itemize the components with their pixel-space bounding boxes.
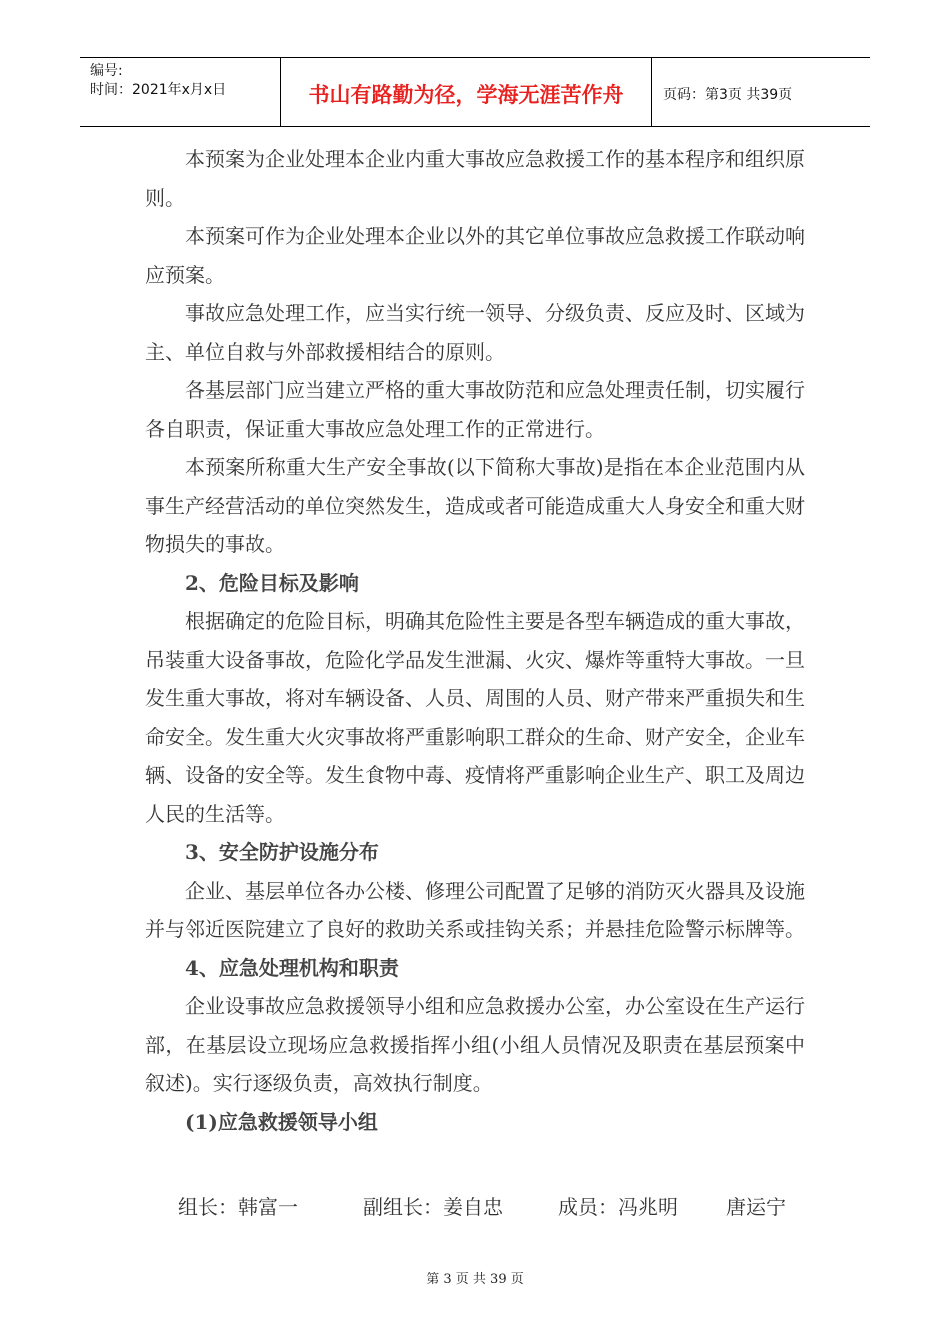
section-3-text: 企业、基层单位各办公楼、修理公司配置了足够的消防灭火器具及设施并与邻近医院建立了良好的救助关系或挂钩关系；并悬挂危险警示标牌等。 bbox=[145, 878, 805, 941]
section-4-text: 企业设事故应急救援领导小组和应急救援办公室，办公室设在生产运行部，在基层设立现场应急救援指挥小组(小组人员情况及职责在基层预案中叙述)。实行逐级负责，高效执行制度。 bbox=[145, 994, 805, 1095]
section-4-heading: 4、应急处理机构和职责 bbox=[185, 955, 399, 980]
header-motto-cell bbox=[280, 58, 652, 126]
group-leader: 组长：韩富一 bbox=[178, 1195, 298, 1219]
paragraph-5: 本预案所称重大生产安全事故(以下简称大事故)是指在本企业范围内从事生产经营活动的单位突然发生，造成或者可能造成重大人身安全和重大财物损失的事故。 bbox=[145, 455, 805, 556]
document-number-label: 编号: bbox=[90, 63, 123, 79]
section-2-text: 根据确定的危险目标，明确其危险性主要是各型车辆造成的重大事故，吊装重大设备事故，危险化学品发生泄漏、火灾、爆炸等重特大事故。一旦发生重大事故，将对车辆设备、人员、周围的人员、财产带来严重损失和生命安全。发生重大火灾事故将严重影响职工群众的生命、财产安全，企业车辆、设备的安全等。发生食物中毒、疫情将严重影响企业生产、职工及周边人民的生活等。 bbox=[145, 609, 805, 826]
deputy-leader: 副组长：姜自忠 bbox=[363, 1195, 503, 1219]
section-4-subheading: (1)应急救援领导小组 bbox=[185, 1109, 378, 1134]
header-right-cell bbox=[651, 58, 870, 126]
paragraph-3: 事故应急处理工作，应当实行统一领导、分级负责、反应及时、区域为主、单位自救与外部救援相结合的原则。 bbox=[145, 301, 805, 364]
document-body bbox=[145, 140, 805, 1141]
page-header bbox=[80, 57, 870, 127]
document-time-label: 时间：2021年x月x日 bbox=[90, 82, 227, 98]
paragraph-2: 本预案可作为企业处理本企业以外的其它单位事故应急救援工作联动响应预案。 bbox=[145, 224, 805, 287]
header-left-cell bbox=[80, 58, 280, 126]
page-footer: 第 3 页 共 39 页 bbox=[426, 1272, 524, 1287]
section-3-heading: 3、安全防护设施分布 bbox=[185, 840, 379, 864]
paragraph-4: 各基层部门应当建立严格的重大事故防范和应急处理责任制，切实履行各自职责，保证重大事故应急处理工作的正常进行。 bbox=[145, 378, 805, 441]
header-motto: 书山有路勤为径，学海无涯苦作舟 bbox=[308, 83, 624, 107]
member-1: 成员：冯兆明 bbox=[558, 1195, 678, 1219]
member-2: 唐运宁 bbox=[726, 1195, 786, 1219]
page-code-label: 页码：第3页 共39页 bbox=[663, 87, 793, 103]
paragraph-1: 本预案为企业处理本企业内重大事故应急救援工作的基本程序和组织原则。 bbox=[145, 147, 805, 210]
section-2-heading: 2、危险目标及影响 bbox=[185, 570, 359, 595]
